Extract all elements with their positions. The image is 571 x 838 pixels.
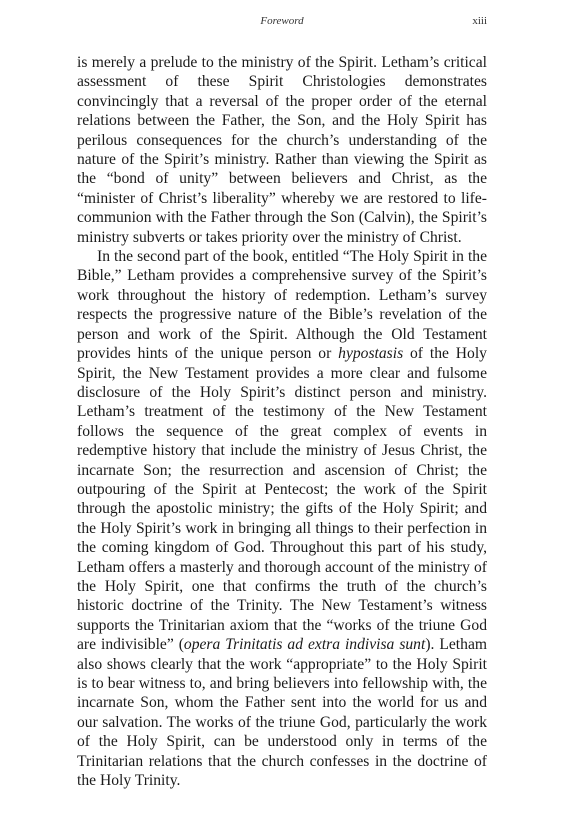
paragraph: is merely a prelude to the ministry of the Spirit. Letham’s critical assessment of these Spirit Christologies demonstrates convincingly that a reversal of the proper order of the eternal relations between the Father, the Son, and the Holy Spirit has perilous consequences for the church’s understanding of the nature of the Spirit’s ministry. Rather than viewing the Spirit as the “bond of unity” between believers and Christ, as the “minister of Christ’s liberality” whereby we are restored to life-communion with the Father through the Son (Calvin), the Spirit’s ministry subverts or takes priority over the ministry of Christ. (77, 54, 487, 246)
paragraph (77, 247, 487, 790)
text-run: of the Holy Spirit, the New Testament provides a more clear and fulsome disclosure of the Holy Spirit’s distinct person and ministry. Letham’s treatment of the testimony of the New Testament follows the sequence of the great complex of events in redemptive history that include the ministry of Jesus Christ, the incarnate Son; the resurrection and ascension of Christ; the outpouring of the Spirit at Pentecost; the work of the Spirit through the apostolic ministry; the gifts of the Holy Spirit; and the Holy Spirit’s work in bringing all things to their perfection in the coming kingdom of God. Throughout this part of his study, Letham offers a masterly and thorough account of the ministry of the Holy Spirit, one that confirms the truth of the church’s historic doctrine of the Trinity. The New Testament’s witness supports the Trinitarian axiom that the “works of the triune God are indivisible” ( (77, 345, 487, 654)
text-run: In the second part of the book, entitled “The Holy Spirit in the Bible,” Letham provides a comprehensive survey of the Spirit’s work throughout the history of redemption. Letham’s survey respects the progressive nature of the Bible’s revelation of the person and work of the Spirit. Although the Old Testament provides hints of the unique person or (77, 248, 487, 363)
running-title: Foreword (260, 15, 304, 27)
running-head (77, 15, 487, 31)
text-run: ). Letham also shows clearly that the work “appropriate” to the Holy Spirit is to bear witness to, and bring believers into fellowship with, the incarnate Son, whom the Father sent into the world for us and our salvation. The works of the triune God, particularly the work of the Holy Spirit, can be understood only in terms of the Trinitarian relations that the church confesses in the doctrine of the Holy Trinity. (77, 636, 487, 790)
body-text (77, 53, 487, 790)
latin-phrase: opera Trinitatis ad extra indivisa sunt (183, 636, 426, 654)
italic-term: hypostasis (338, 345, 404, 363)
page-number: xiii (472, 15, 487, 27)
